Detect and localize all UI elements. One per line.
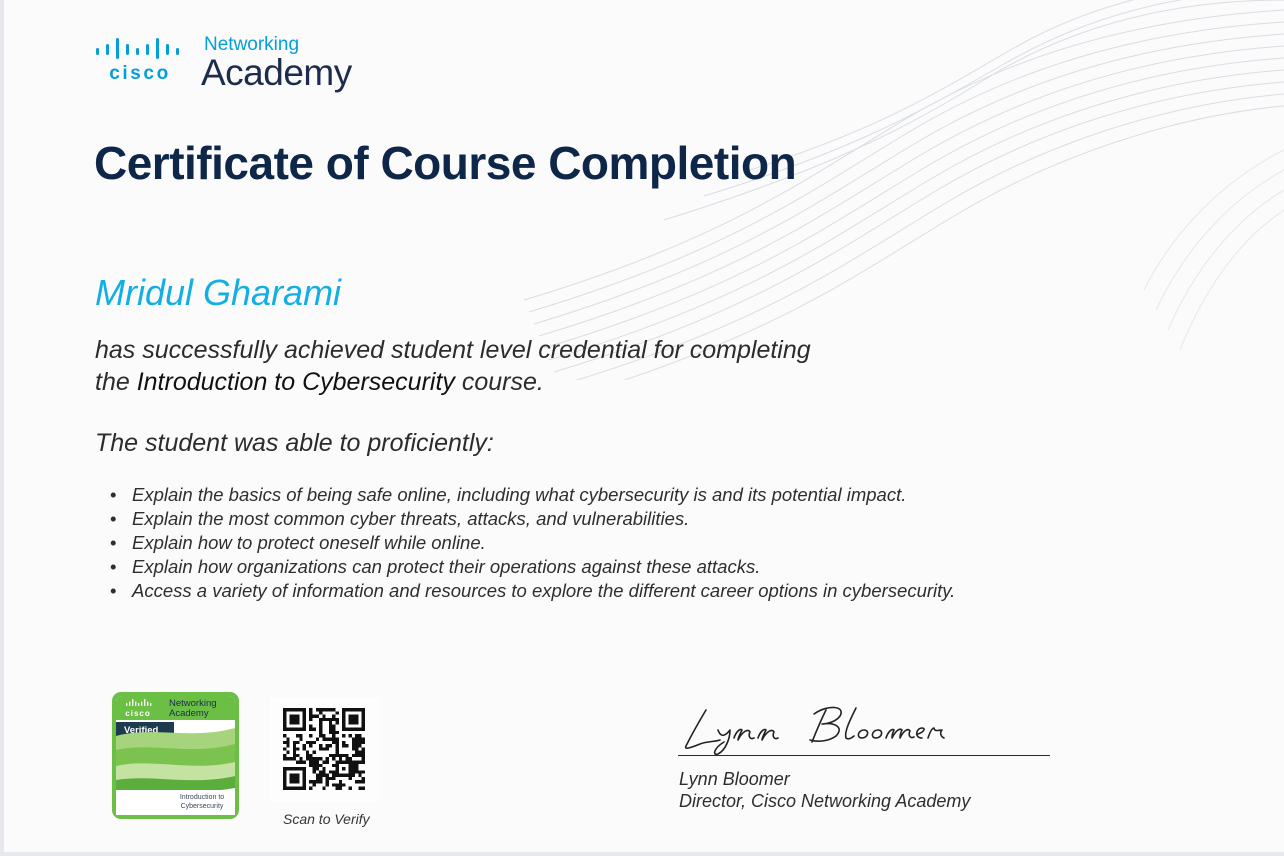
skill-item: • Explain the basics of being safe online, including what cybersecurity is and its potential impact. — [110, 483, 955, 507]
achievement-line-2 — [95, 366, 811, 398]
proficiency-intro: The student was able to proficiently: — [95, 429, 494, 457]
skill-item: • Explain how organizations can protect their operations against these attacks. — [110, 555, 955, 579]
certificate-title: Certificate of Course Completion — [94, 137, 797, 189]
logo-brand: cisco — [109, 63, 171, 84]
decorative-waves — [524, 0, 1284, 380]
badge-verified: Verified — [124, 725, 159, 736]
course-name: Introduction to Cybersecurity — [136, 368, 455, 396]
skills-list — [110, 483, 955, 603]
logo-networking: Networking — [204, 34, 300, 55]
badge-networking: Networking — [169, 698, 217, 709]
logo-academy: Academy — [201, 52, 352, 93]
achievement-statement — [95, 334, 811, 398]
signer-name: Lynn Bloomer — [679, 769, 790, 789]
qr-code-icon[interactable] — [283, 708, 365, 790]
skill-item: • Access a variety of information and resources to explore the different career options in cybersecurity. — [110, 579, 955, 603]
badge-course-line-1: Introduction to — [179, 794, 225, 801]
skill-item: • Explain the most common cyber threats, attacks, and vulnerabilities. — [110, 507, 955, 531]
achievement-line-1: has successfully achieved student level credential for completing — [95, 336, 811, 364]
student-name: Mridul Gharami — [95, 272, 342, 313]
verified-badge — [112, 692, 239, 819]
achievement-suffix: course. — [454, 368, 544, 396]
signer-title: Director, Cisco Networking Academy — [679, 791, 971, 811]
badge-academy: Academy — [169, 708, 209, 719]
badge-brand: cisco — [125, 709, 151, 718]
signature-image — [678, 700, 978, 756]
scan-to-verify-label: Scan to Verify — [283, 811, 370, 827]
cisco-bars-icon — [95, 37, 185, 59]
networking-academy-logo — [95, 34, 365, 94]
skill-item: • Explain how to protect oneself while online. — [110, 531, 955, 555]
badge-course-line-2: Cybersecurity — [180, 803, 224, 810]
achievement-prefix: the — [95, 368, 137, 396]
signature-line — [678, 755, 1050, 756]
